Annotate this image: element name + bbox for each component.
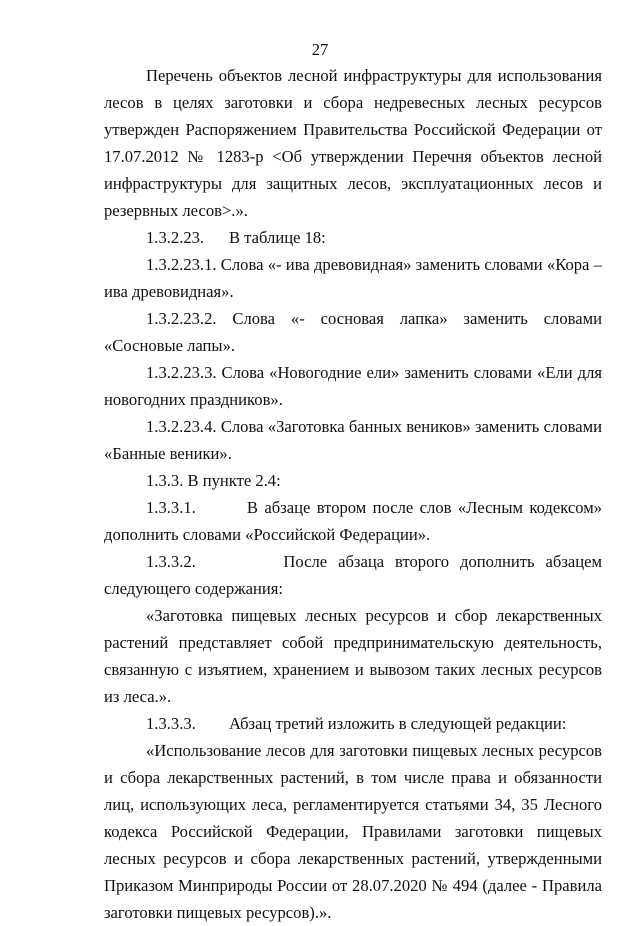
paragraph-quote-harvesting: «Заготовка пищевых лесных ресурсов и сбор лекарственных растений представляет собой предпринимательскую деятельность, связанную с изъятием, хранением и вывозом таких лесных ресурсов из леса.». — [104, 606, 602, 706]
paragraph-1-3-3-1: 1.3.3.1. В абзаце втором после слов «Лесным кодексом» дополнить словами «Российской Федерации». — [104, 498, 607, 544]
paragraph-1-3-3-3: 1.3.3.3. Абзац третий изложить в следующей редакции: — [146, 714, 567, 733]
paragraph-1-3-3: 1.3.3. В пункте 2.4: — [146, 471, 281, 490]
paragraph-infrastructure-list: Перечень объектов лесной инфраструктуры для использования лесов в целях заготовки и сбора недревесных лесных ресурсов утвержден Распоряжением Правительства Российской Федерации от 17.07.2012 № 1283-р <Об утверждении Перечня объектов лесной инфраструктуры для защитных лесов, эксплуатационных лесов и резервных лесов>.». — [104, 66, 602, 220]
paragraph-1-3-2-23-3: 1.3.2.23.3. Слова «Новогодние ели» заменить словами «Ели для новогодних праздников». — [104, 363, 602, 409]
document-body — [104, 62, 607, 926]
paragraph-1-3-2-23-1: 1.3.2.23.1. Слова «- ива древовидная» заменить словами «Кора – ива древовидная». — [104, 255, 602, 301]
paragraph-1-3-3-2: 1.3.3.2. После абзаца второго дополнить абзацем следующего содержания: — [104, 552, 607, 598]
paragraph-1-3-2-23: 1.3.2.23. В таблице 18: — [146, 228, 326, 247]
paragraph-quote-forest-use: «Использование лесов для заготовки пищевых лесных ресурсов и сбора лекарственных растений, в том числе права и обязанности лиц, использующих леса, регламентируется статьями 34, 35 Лесного кодекса Российской Федерации, Правилами заготовки пищевых лесных ресурсов и сбора лекарственных растений, утвержденными Приказом Минприроды России от 28.07.2020 № 494 (далее - Правила заготовки пищевых ресурсов).». — [104, 741, 602, 922]
paragraph-1-3-2-23-4: 1.3.2.23.4. Слова «Заготовка банных веников» заменить словами «Банные веники». — [104, 417, 602, 463]
page-number: 27 — [311, 40, 329, 59]
paragraph-1-3-2-23-2: 1.3.2.23.2. Слова «- сосновая лапка» заменить словами «Сосновые лапы». — [104, 309, 602, 355]
